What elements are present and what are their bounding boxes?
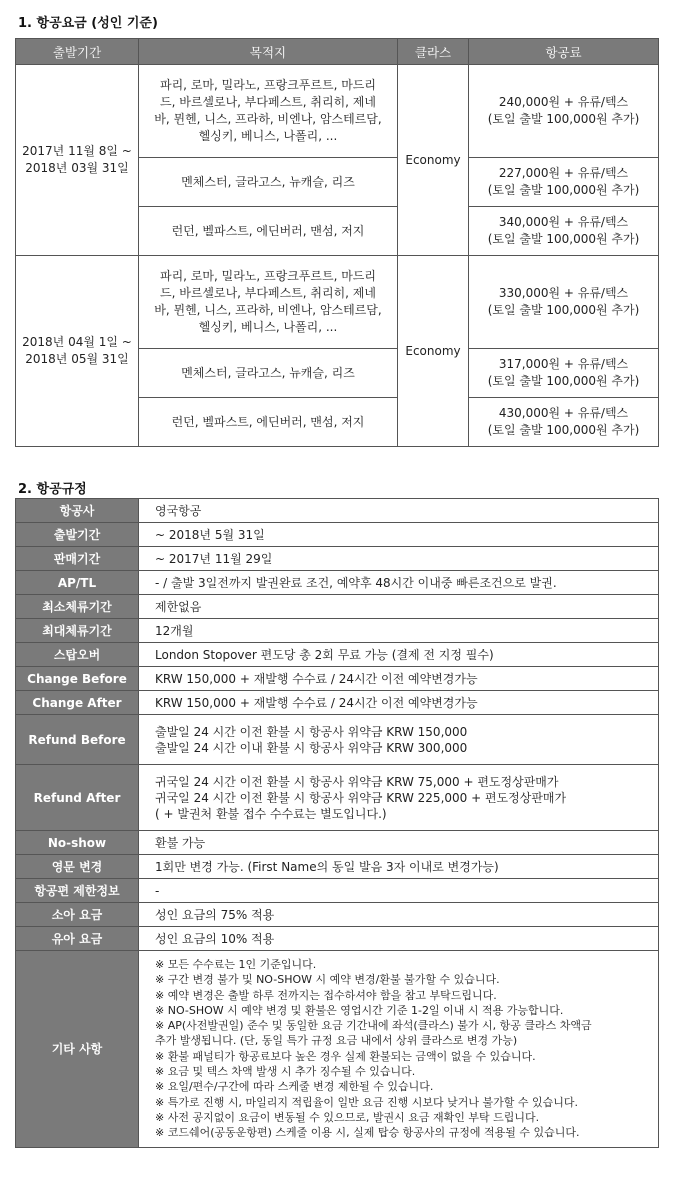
rule-row-change-after bbox=[16, 691, 659, 715]
rule-label: 출발기간 bbox=[16, 523, 139, 547]
rule-row-stopover bbox=[16, 643, 659, 667]
rule-label: 기타 사항 bbox=[16, 951, 139, 1148]
rule-value: 환불 가능 bbox=[139, 831, 659, 855]
destination-cell: 파리, 로마, 밀라노, 프랑크푸르트, 마드리 드, 바르셀로나, 부다페스트, 취리히, 제네 바, 뮌헨, 니스, 프라하, 비엔나, 암스테르담, 헬싱키, 베니스, 나폴리, ... bbox=[139, 256, 398, 349]
rule-row-sales-period bbox=[16, 547, 659, 571]
rule-row-refund-after bbox=[16, 765, 659, 831]
rule-value: 12개월 bbox=[139, 619, 659, 643]
fare-table bbox=[15, 38, 659, 447]
rule-label: Change After bbox=[16, 691, 139, 715]
rule-label: No-show bbox=[16, 831, 139, 855]
rule-row-min-stay bbox=[16, 595, 659, 619]
rule-value: - / 출발 3일전까지 발권완료 조건, 예약후 48시간 이내중 빠른조건으로 발권. bbox=[139, 571, 659, 595]
rule-row-airline bbox=[16, 499, 659, 523]
rule-label: 항공사 bbox=[16, 499, 139, 523]
destination-cell: 멘체스터, 글라고스, 뉴캐슬, 리즈 bbox=[139, 158, 398, 207]
rule-value: 제한없음 bbox=[139, 595, 659, 619]
fare-table-header bbox=[16, 39, 659, 65]
fare-cell: 240,000원 + 유류/텍스 (토일 출발 100,000원 추가) bbox=[469, 65, 659, 158]
rule-value: 성인 요금의 75% 적용 bbox=[139, 903, 659, 927]
destination-cell: 파리, 로마, 밀라노, 프랑크푸르트, 마드리 드, 바르셀로나, 부다페스트, 취리히, 제네 바, 뮌헨, 니스, 프라하, 비엔나, 암스테르담, 헬싱키, 베니스, 나폴리, ... bbox=[139, 65, 398, 158]
rule-label: 유아 요금 bbox=[16, 927, 139, 951]
header-period: 출발기간 bbox=[16, 39, 139, 65]
rule-value: ~ 2017년 11월 29일 bbox=[139, 547, 659, 571]
rule-value: 영국항공 bbox=[139, 499, 659, 523]
rule-value: 귀국일 24 시간 이전 환불 시 항공사 위약금 KRW 75,000 + 편도정상판매가 귀국일 24 시간 이전 환불 시 항공사 위약금 KRW 225,000 + 편도정상판매가 ( + 발권처 환불 접수 수수료는 별도입니다.) bbox=[139, 765, 659, 831]
rule-label: AP/TL bbox=[16, 571, 139, 595]
header-class: 클라스 bbox=[398, 39, 469, 65]
rule-label: 영문 변경 bbox=[16, 855, 139, 879]
rule-row-change-before bbox=[16, 667, 659, 691]
rule-value: 성인 요금의 10% 적용 bbox=[139, 927, 659, 951]
section-title-fares: 1. 항공요금 (성인 기준) bbox=[18, 16, 158, 31]
rule-row-refund-before bbox=[16, 715, 659, 765]
fare-cell: 330,000원 + 유류/텍스 (토일 출발 100,000원 추가) bbox=[469, 256, 659, 349]
rule-row-departure-period bbox=[16, 523, 659, 547]
header-destination: 목적지 bbox=[139, 39, 398, 65]
period-cell: 2017년 11월 8일 ~ 2018년 03월 31일 bbox=[16, 65, 139, 256]
rule-value: KRW 150,000 + 재발행 수수료 / 24시간 이전 예약변경가능 bbox=[139, 691, 659, 715]
rule-label: Refund Before bbox=[16, 715, 139, 765]
class-cell: Economy bbox=[398, 256, 469, 447]
rule-value: London Stopover 편도당 총 2회 무료 가능 (결제 전 지정 필수) bbox=[139, 643, 659, 667]
rule-label: 최대체류기간 bbox=[16, 619, 139, 643]
fare-cell: 340,000원 + 유류/텍스 (토일 출발 100,000원 추가) bbox=[469, 207, 659, 256]
fare-cell: 317,000원 + 유류/텍스 (토일 출발 100,000원 추가) bbox=[469, 349, 659, 398]
rule-value-notes: ※ 모든 수수료는 1인 기준입니다. ※ 구간 변경 불가 및 NO-SHOW 시 예약 변경/환불 불가할 수 있습니다. ※ 예약 변경은 출발 하루 전까지는 접수하셔야 함을 참고 부탁드립니다. ※ NO-SHOW 시 예약 변경 및 환불은 영업시간 기준 1-2일 이내 시 적용 가능합니다. ※ AP(사전발권일) 준수 및 동일한 요금 기간내에 좌석(클라스) 불가 시, 항공 클라스 차액금 추가 발생됩니다. (단, 동일 특가 규정 요금 내에서 상위 클라스로 변경 가능) ※ 환불 패널티가 항공료보다 높은 경우 실제 환불되는 금액이 없을 수 있습니다. ※ 요금 및 텍스 차액 발생 시 추가 징수될 수 있습니다. ※ 요일/편수/구간에 따라 스케줄 변경 제한될 수 있습니다. ※ 특가로 진행 시, 마일리지 적립율이 일반 요금 진행 시보다 낮거나 불가할 수 있습니다. ※ 사전 공지없이 요금이 변동될 수 있으므로, 발권시 요금 재확인 부탁 드립니다. ※ 코드쉐어(공동운항편) 스케줄 이용 시, 실제 탑승 항공사의 규정에 적용될 수 있습니다. bbox=[139, 951, 659, 1148]
rule-label: 판매기간 bbox=[16, 547, 139, 571]
rule-value: ~ 2018년 5월 31일 bbox=[139, 523, 659, 547]
rule-value: 1회만 변경 가능. (First Name의 동일 발음 3자 이내로 변경가능) bbox=[139, 855, 659, 879]
rule-row-flight-restriction bbox=[16, 879, 659, 903]
rule-label: Change Before bbox=[16, 667, 139, 691]
table-row bbox=[16, 256, 659, 349]
rule-value: KRW 150,000 + 재발행 수수료 / 24시간 이전 예약변경가능 bbox=[139, 667, 659, 691]
rule-row-infant-fare bbox=[16, 927, 659, 951]
section-title-rules: 2. 항공규정 bbox=[18, 482, 87, 497]
rule-row-name-change bbox=[16, 855, 659, 879]
rule-value: 출발일 24 시간 이전 환불 시 항공사 위약금 KRW 150,000 출발일 24 시간 이내 환불 시 항공사 위약금 KRW 300,000 bbox=[139, 715, 659, 765]
rule-row-child-fare bbox=[16, 903, 659, 927]
rule-label: 스탑오버 bbox=[16, 643, 139, 667]
rule-label: Refund After bbox=[16, 765, 139, 831]
destination-cell: 런던, 벨파스트, 에딘버러, 맨섬, 저지 bbox=[139, 398, 398, 447]
rule-value: - bbox=[139, 879, 659, 903]
table-row bbox=[16, 65, 659, 158]
fare-cell: 430,000원 + 유류/텍스 (토일 출발 100,000원 추가) bbox=[469, 398, 659, 447]
rules-table bbox=[15, 498, 659, 1148]
rule-label: 항공편 제한정보 bbox=[16, 879, 139, 903]
rule-label: 소아 요금 bbox=[16, 903, 139, 927]
destination-cell: 멘체스터, 글라고스, 뉴캐슬, 리즈 bbox=[139, 349, 398, 398]
rule-row-ap-tl bbox=[16, 571, 659, 595]
class-cell: Economy bbox=[398, 65, 469, 256]
rule-row-no-show bbox=[16, 831, 659, 855]
destination-cell: 런던, 벨파스트, 에딘버러, 맨섬, 저지 bbox=[139, 207, 398, 256]
rule-row-max-stay bbox=[16, 619, 659, 643]
header-fare: 항공료 bbox=[469, 39, 659, 65]
fare-cell: 227,000원 + 유류/텍스 (토일 출발 100,000원 추가) bbox=[469, 158, 659, 207]
period-cell: 2018년 04월 1일 ~ 2018년 05월 31일 bbox=[16, 256, 139, 447]
rule-label: 최소체류기간 bbox=[16, 595, 139, 619]
rule-row-etc bbox=[16, 951, 659, 1148]
